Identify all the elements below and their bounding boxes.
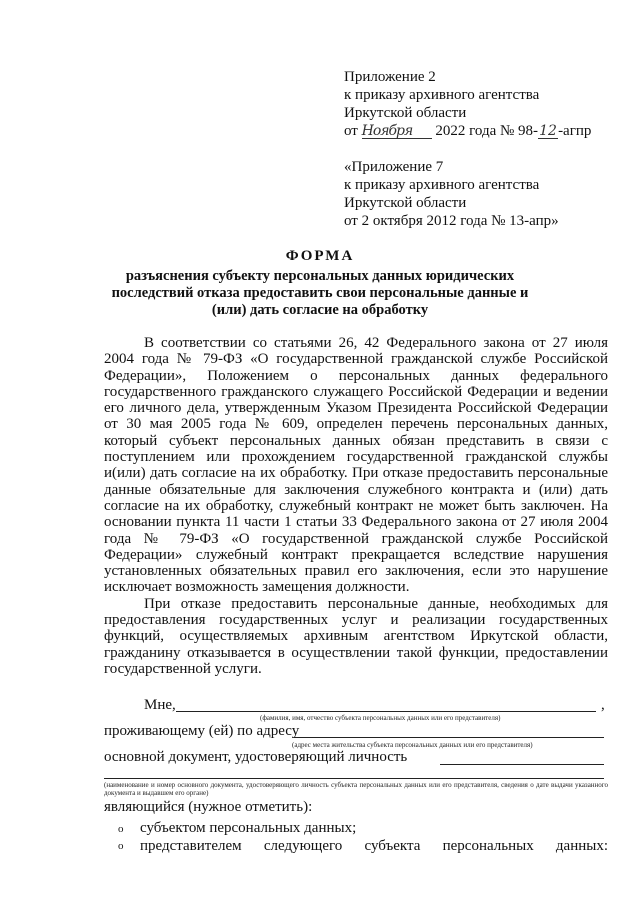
name-field-line[interactable] (176, 711, 596, 712)
bullet-circle-icon: о (118, 840, 124, 852)
me-label: Мне, (144, 697, 176, 713)
prev-appendix-line: Иркутской области (344, 195, 467, 211)
document-label: основной документ, удостоверяющий личность (104, 749, 408, 765)
option-subject-label: субъектом персональных данных; (140, 820, 357, 836)
handwritten-date: Ноября (362, 124, 432, 139)
form-title: ФОРМА (285, 248, 355, 264)
option-representative[interactable] (104, 837, 608, 855)
address-label: проживающему (ей) по адресу (104, 723, 300, 739)
word: представителем (140, 838, 242, 854)
prev-appendix-line: «Приложение 7 (344, 159, 444, 175)
date-suffix: 2022 года № 98- (435, 123, 539, 139)
document-caption: (наименование и номер основного документа, удостоверяющего личность субъекта персональных данных или его представителя, сведения о дате выдачи указанного документа и выдавшем его органе) (104, 781, 608, 797)
appendix-line: Приложение 2 (344, 69, 436, 85)
document-field-line-2[interactable] (104, 778, 604, 779)
number-suffix: -агпр (558, 123, 592, 139)
document-field-line[interactable] (440, 764, 604, 765)
handwritten-number: 12 (539, 123, 557, 139)
appendix-date-line (344, 122, 591, 140)
date-prefix: от (344, 123, 358, 139)
prev-appendix-line: к приказу архивного агентства (344, 177, 540, 193)
word: данных: (555, 838, 608, 854)
option-subject[interactable] (104, 819, 608, 838)
word: следующего (263, 838, 343, 854)
document-body (104, 335, 608, 677)
body-paragraph: В соответствии со статьями 26, 42 Федерального закона от 27 июля 2004 года № 79-ФЗ «О государственной гражданской службе Российской Федерации», Положением о персональных данных федерального государственного гражданского служащего Российской Федерации и ведении его личного дела, утвержденным Указом Президента Российской Федерации от 30 мая 2005 года № 609, определен перечень персональных данных, который субъект персональных данных обязан представить в связи с поступлением или прохождением государственной гражданской службы и(или) дать согласие на их обработку. При отказе предоставить персональные данные обязательные для заключения служебного контракта и (или) дать согласие на их обработку, служебный контракт не может быть заключен. На основании пункта 11 части 1 статьи 33 Федерального закона от 27 июля 2004 года № 79-ФЗ «О государственной гражданской службе Российской Федерации» служебный контракт прекращается вследствие нарушения установленных обязательных правил его заключения, если это нарушение исключает возможность замещения должности. (104, 335, 608, 596)
body-paragraph: При отказе предоставить персональные данные, необходимых для предоставления государственных услуг и реализации государственных функций, осуществляемых архивным агентством Иркутской области, гражданину отказывается в осуществлении такой функции, предоставлении государственной услуги. (104, 595, 608, 677)
address-caption: (адрес места жительства субъекта персональных данных или его представителя) (292, 741, 533, 749)
word: персональных (442, 838, 534, 854)
prev-appendix-line: от 2 октября 2012 года № 13-апр» (344, 213, 559, 229)
appendix-header (344, 68, 591, 230)
appendix-line: Иркутской области (344, 105, 467, 121)
appendix-line: к приказу архивного агентства (344, 87, 540, 103)
form-subtitle: разъяснения субъекту персональных данных юридических последствий отказа предоставить свои персональные данные и (или) дать согласие на обработку (111, 268, 529, 318)
word: субъекта (364, 838, 421, 854)
address-field-line[interactable] (294, 737, 604, 738)
name-caption: (фамилия, имя, отчество субъекта персональных данных или его представителя) (260, 714, 501, 722)
me-comma: , (601, 697, 605, 713)
being-label: являющийся (нужное отметить): (104, 799, 313, 815)
option-representative-label (140, 837, 608, 855)
bullet-circle-icon: о (118, 823, 124, 835)
